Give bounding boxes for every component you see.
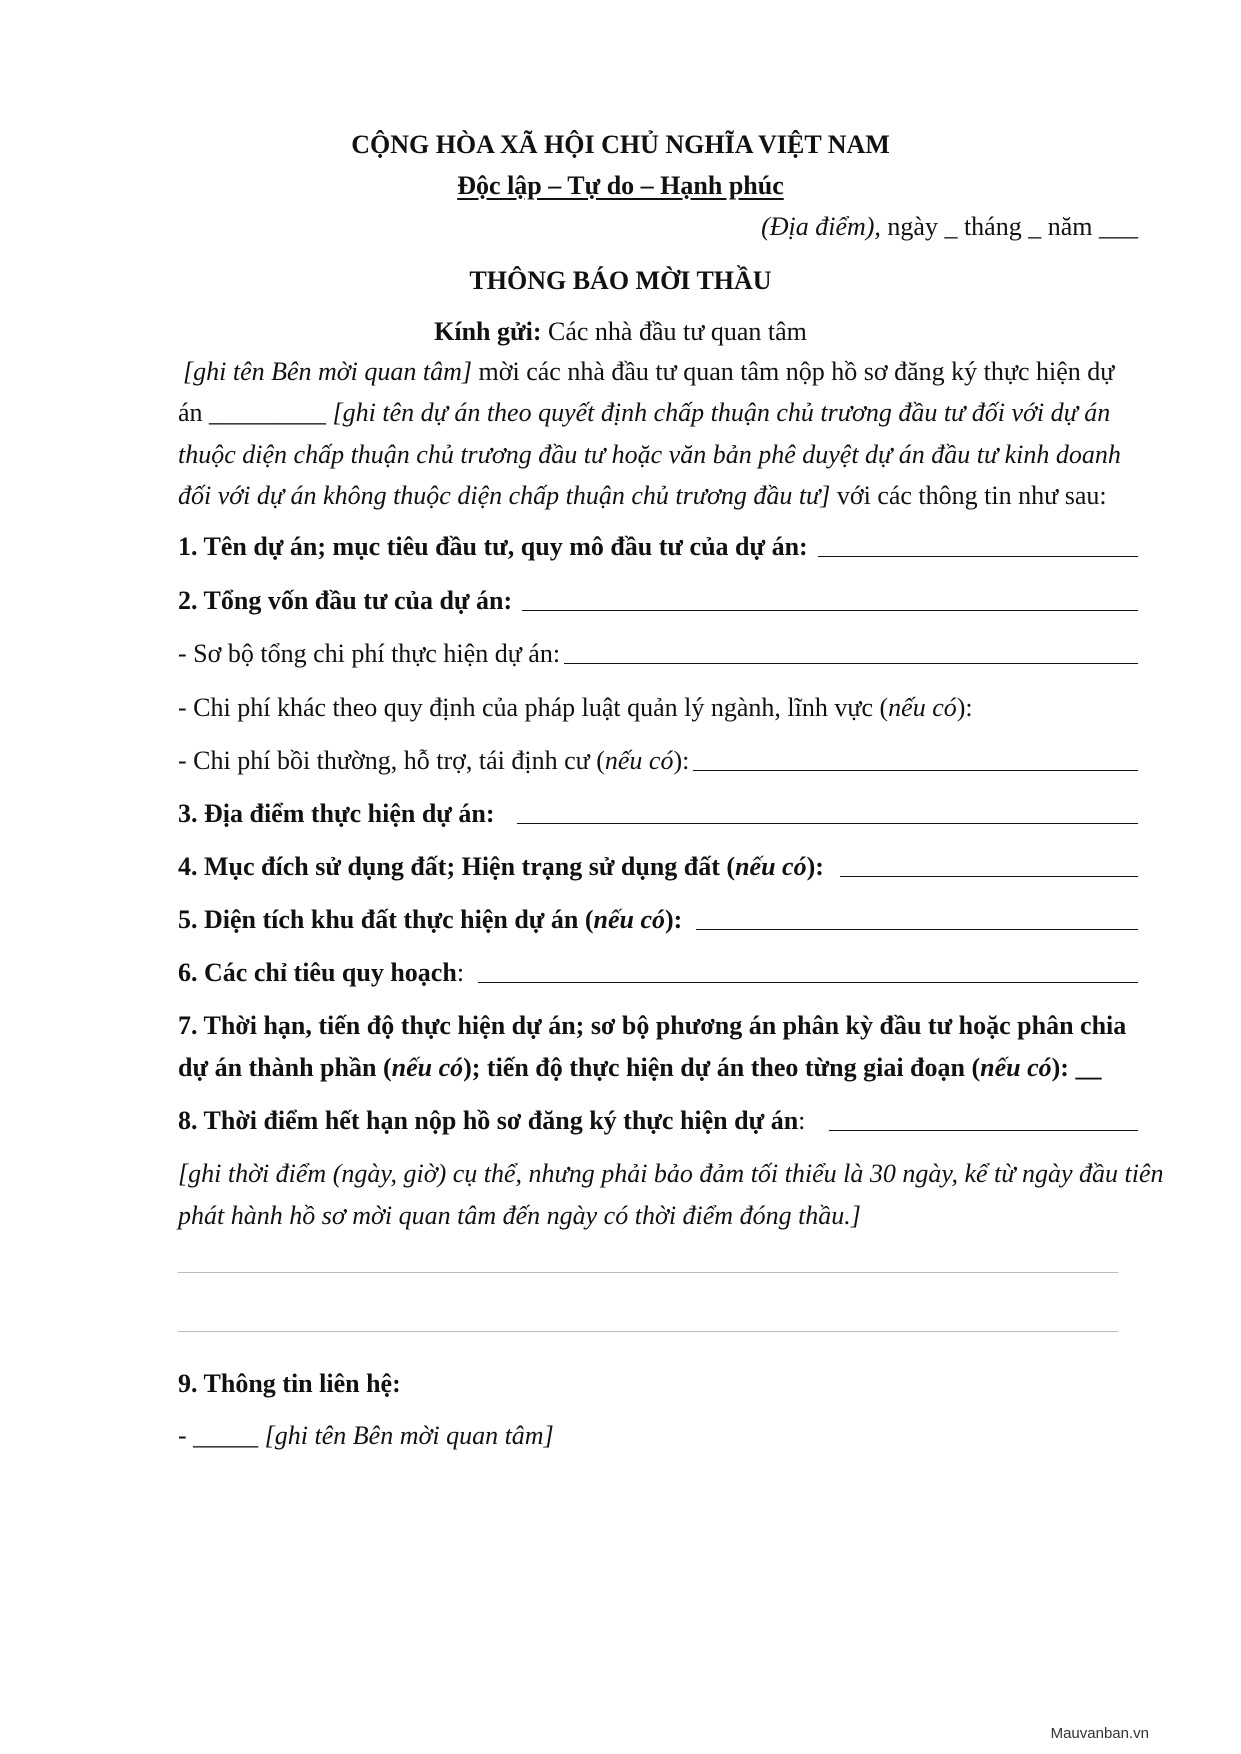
item-4-italic: nếu có — [735, 852, 807, 881]
item-2-label: 2. Tổng vốn đầu tư của dự án: — [178, 586, 513, 615]
item-8-end: : — [798, 1106, 806, 1135]
intro-line-4 — [178, 481, 1107, 511]
place-date — [761, 212, 1138, 242]
item-1-blank — [818, 556, 1138, 557]
place-placeholder: (Địa điểm), — [761, 212, 881, 241]
national-motto — [0, 171, 1241, 201]
intro-text-1: mời các nhà đầu tư quan tâm nộp hồ sơ đăng ký thực hiện dự — [478, 357, 1115, 386]
item-7-line-1: 7. Thời hạn, tiến độ thực hiện dự án; sơ bộ phương án phân kỳ đầu tư hoặc phân chia — [178, 1011, 1127, 1040]
item-8-note-line-1: [ghi thời điểm (ngày, giờ) cụ thể, nhưng phải bảo đảm tối thiểu là 30 ngày, kể từ ngày đầu tiên — [178, 1159, 1164, 1188]
motto-text: Độc lập – Tự do – Hạnh phúc — [457, 171, 784, 200]
item-2a-label: - Sơ bộ tổng chi phí thực hiện dự án: — [178, 639, 561, 668]
item-2 — [178, 586, 1138, 616]
item-7-text-a: dự án thành phần ( — [178, 1053, 392, 1082]
recipient-label: Kính gửi: — [434, 317, 542, 346]
item-5-italic: nếu có — [593, 905, 666, 934]
item-7-italic-d: nếu có — [980, 1053, 1052, 1082]
item-2b — [178, 693, 973, 723]
item-9a-italic: [ghi tên Bên mời quan tâm] — [264, 1421, 554, 1450]
item-1-label: 1. Tên dự án; mục tiêu đầu tư, quy mô đầu tư của dự án: — [178, 532, 808, 561]
intro-placeholder-4: đối với dự án không thuộc diện chấp thuận chủ trương đầu tư] — [178, 481, 831, 510]
national-title: CỘNG HÒA XÃ HỘI CHỦ NGHĨA VIỆT NAM — [351, 130, 890, 159]
item-8 — [178, 1106, 1138, 1136]
item-2a — [178, 639, 1138, 669]
item-7-line-2 — [178, 1053, 1101, 1083]
recipient-line — [0, 317, 1241, 347]
item-7-italic-b: nếu có — [391, 1053, 464, 1082]
item-6-end: : — [456, 958, 465, 987]
item-9: 9. Thông tin liên hệ: — [178, 1369, 401, 1398]
ruled-line-2 — [178, 1331, 1118, 1332]
item-5-end: ): — [665, 905, 683, 934]
site-watermark: Mauvanban.vn — [1050, 1725, 1149, 1742]
date-text: ngày _ tháng _ năm ___ — [887, 212, 1138, 241]
item-5-text: 5. Diện tích khu đất thực hiện dự án ( — [178, 905, 594, 934]
recipient-value: Các nhà đầu tư quan tâm — [548, 317, 807, 346]
intro-text-4: với các thông tin như sau: — [836, 481, 1107, 510]
document-title: THÔNG BÁO MỜI THẦU — [469, 266, 772, 295]
item-2c — [178, 746, 1138, 776]
item-2a-blank — [564, 663, 1138, 664]
item-2c-italic: nếu có — [604, 746, 674, 775]
intro-text-2: án _________ — [178, 398, 327, 427]
intro-placeholder-2: [ghi tên dự án theo quyết định chấp thuận chủ trương đầu tư đối với dự án — [332, 398, 1111, 427]
item-2c-blank — [693, 770, 1138, 771]
item-2b-italic: nếu có — [888, 693, 957, 722]
item-5-blank — [696, 929, 1138, 930]
intro-line-2 — [178, 398, 1110, 428]
item-2c-end: ): — [673, 746, 690, 775]
ruled-line-1 — [178, 1272, 1118, 1273]
item-5 — [178, 905, 1138, 935]
item-6-blank — [478, 982, 1138, 983]
item-8-blank — [829, 1130, 1138, 1131]
item-2b-text: - Chi phí khác theo quy định của pháp luật quản lý ngành, lĩnh vực ( — [178, 693, 889, 722]
intro-placeholder-1: [ghi tên Bên mời quan tâm] — [183, 357, 473, 386]
item-2b-end: ): — [956, 693, 973, 722]
item-7-text-e: ): __ — [1051, 1053, 1102, 1082]
item-7-text-c: ); tiến độ thực hiện dự án theo từng giai đoạn ( — [463, 1053, 981, 1082]
item-9a — [178, 1421, 554, 1451]
item-2-blank — [522, 610, 1138, 611]
item-8-label: 8. Thời điểm hết hạn nộp hồ sơ đăng ký thực hiện dự án — [178, 1106, 799, 1135]
item-6 — [178, 958, 1138, 988]
item-4 — [178, 852, 1138, 882]
item-2c-text: - Chi phí bồi thường, hỗ trợ, tái định cư ( — [178, 746, 605, 775]
item-4-text: 4. Mục đích sử dụng đất; Hiện trạng sử dụng đất ( — [178, 852, 736, 881]
item-9a-text: - _____ — [178, 1421, 259, 1450]
item-3-label: 3. Địa điểm thực hiện dự án: — [178, 799, 495, 828]
intro-line-1 — [183, 357, 1114, 387]
item-6-label: 6. Các chỉ tiêu quy hoạch — [178, 958, 457, 987]
item-3-blank — [517, 823, 1138, 824]
intro-line-3: thuộc diện chấp thuận chủ trương đầu tư hoặc văn bản phê duyệt dự án đầu tư kinh doanh — [178, 440, 1121, 469]
item-4-end: ): — [806, 852, 824, 881]
item-8-note-line-2: phát hành hồ sơ mời quan tâm đến ngày có thời điểm đóng thầu.] — [178, 1201, 861, 1230]
item-1 — [178, 532, 1138, 562]
item-4-blank — [840, 876, 1138, 877]
item-3 — [178, 799, 1138, 829]
